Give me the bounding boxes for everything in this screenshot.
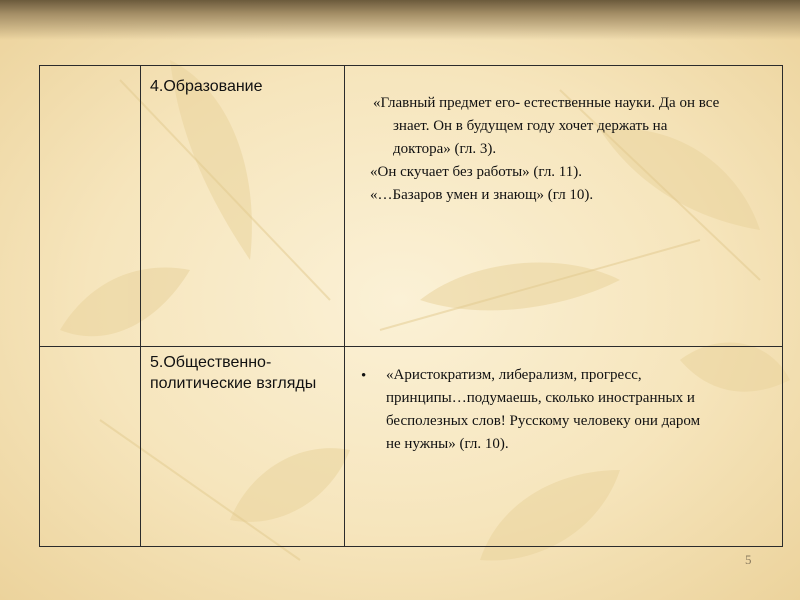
education-quote-1: «Главный предмет его- естественные науки. Да он все знает. Он в будущем году хочет держать на доктора» (гл. 3). [373,95,720,157]
education-quote-2: «Он скучает без работы» (гл. 11). [370,164,582,180]
bullet-marker: • [361,368,367,384]
top-shadow-band [0,0,800,40]
political-views-quote: «Аристократизм, либерализм, прогресс, принципы…подумаешь, сколько иностранных и бесполезных слов! Русскому человеку они даром не нужны» (гл. 10). [386,367,701,452]
row-heading-education: 4.Образование [150,78,263,95]
page-number: 5 [745,552,752,567]
table-col-divider-1 [140,66,141,546]
education-quote-3: «…Базаров умен и знающ» (гл 10). [370,187,594,203]
education-quotes [370,92,728,207]
table-col-divider-2 [344,66,345,546]
row-heading-political-views: 5.Общественно-политические взгляды [150,354,317,392]
table-row-divider [40,346,782,347]
content-table [39,65,783,547]
